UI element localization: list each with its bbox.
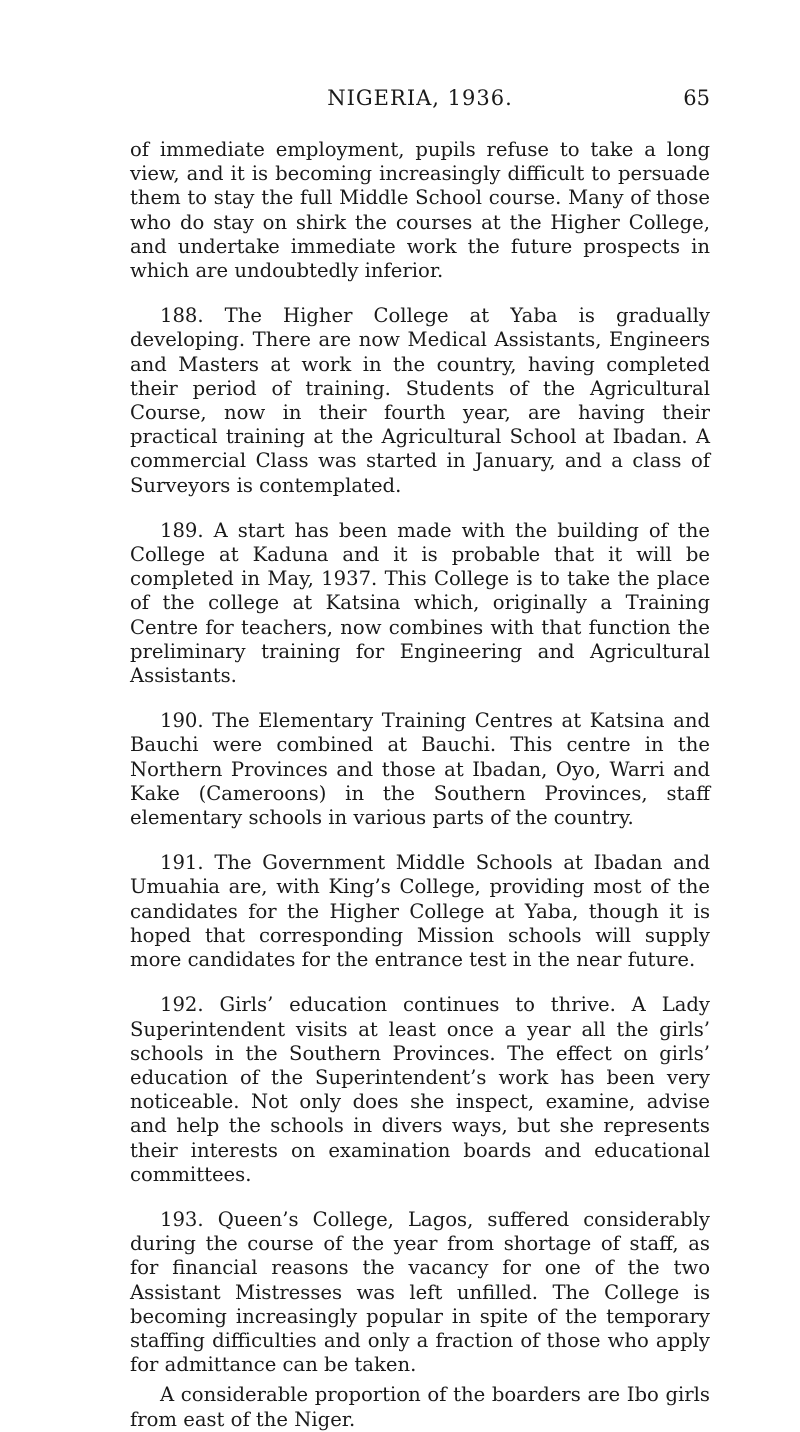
paragraph-193: 193. Queen’s College, Lagos, suffered considerably during the course of the year from shortage of staff, as for financial reasons the vacancy for one of the two Assistant Mistresses was left unfilled. The College is becoming increasingly popular in spite of the temporary staffing difficulties and only a fraction of those who apply for admittance can be taken. [130,1207,710,1377]
paragraph-188: 188. The Higher College at Yaba is gradually developing. There are now Medical Assistants, Engineers and Masters at work in the country, having completed their period of training. Students of the Agricultural Course, now in their fourth year, are having their practical training at the Agricultural School at Ibadan. A commercial Class was started in January, and a class of Surveyors is contemplated. [130,304,710,497]
body-text [130,138,710,1432]
paragraph-193-continued: A considerable proportion of the boarders are Ibo girls from east of the Niger. [130,1383,710,1431]
paragraph-190: 190. The Elementary Training Centres at Katsina and Bauchi were combined at Bauchi. This centre in the Northern Provinces and those at Ibadan, Oyo, Warri and Kake (Cameroons) in the Southern Provinces, staff elementary schools in various parts of the country. [130,709,710,830]
paragraph-189: 189. A start has been made with the building of the College at Kaduna and it is probable that it will be completed in May, 1937. This College is to take the place of the college at Katsina which, originally a Training Centre for teachers, now combines with that function the preliminary training for Engineering and Agricultural Assistants. [130,518,710,688]
page-number: 65 [683,86,710,110]
running-title: NIGERIA, 1936. [327,86,513,110]
paragraph-continuation: of immediate employment, pupils refuse to take a long view, and it is becoming increasingly difficult to persuade them to stay the full Middle School course. Many of those who do stay on shirk the courses at the Higher College, and undertake immediate work the future prospects in which are undoubtedly inferior. [130,138,710,283]
paragraph-191: 191. The Government Middle Schools at Ibadan and Umuahia are, with King’s College, providing most of the candidates for the Higher College at Yaba, though it is hoped that corresponding Mission schools will supply more candidates for the entrance test in the near future. [130,851,710,972]
running-header [130,86,710,116]
paragraph-192: 192. Girls’ education continues to thrive. A Lady Superintendent visits at least once a year all the girls’ schools in the Southern Provinces. The effect on girls’ education of the Superintendent’s work has been very noticeable. Not only does she inspect, examine, advise and help the schools in divers ways, but she represents their interests on examination boards and educational committees. [130,993,710,1186]
